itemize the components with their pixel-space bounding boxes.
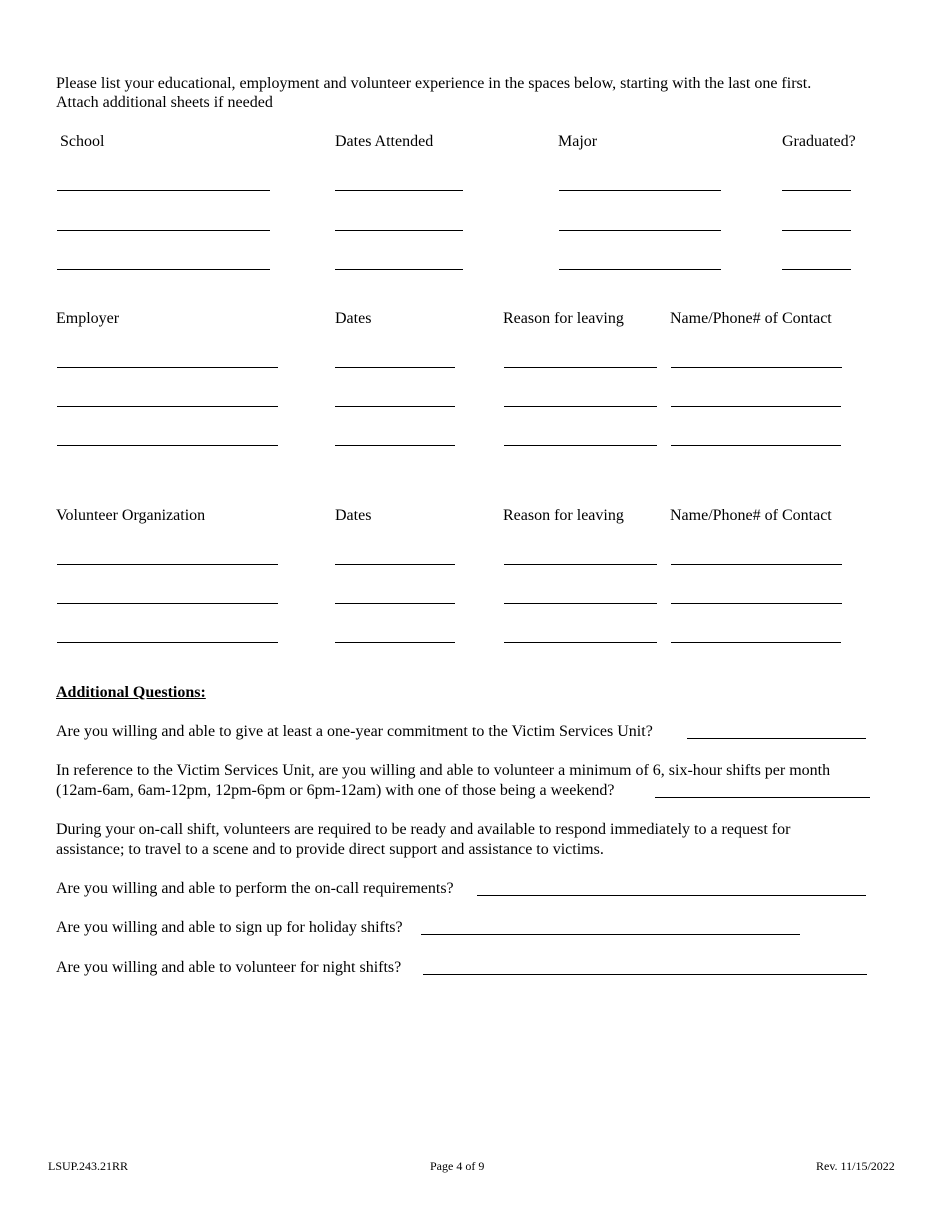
school-field-1[interactable] — [57, 190, 270, 191]
dates-attended-field-1[interactable] — [335, 190, 463, 191]
question-night-shifts: Are you willing and able to volunteer for night shifts? — [56, 959, 402, 976]
header-school: School — [60, 133, 105, 150]
header-volunteer-dates: Dates — [335, 507, 372, 524]
question-on-call-requirements: Are you willing and able to perform the on-call requirements? — [56, 880, 454, 897]
employment-contact-field-1[interactable] — [671, 367, 842, 368]
revision-date: Rev. 11/15/2022 — [816, 1159, 895, 1173]
employment-reason-field-3[interactable] — [504, 445, 657, 446]
header-employment-dates: Dates — [335, 310, 372, 327]
additional-questions-heading: Additional Questions: — [56, 684, 206, 701]
question-minimum-shifts-line-2: (12am-6am, 6am-12pm, 12pm-6pm or 6pm-12am) with one of those being a weekend? — [56, 782, 615, 799]
on-call-description-line-1: During your on-call shift, volunteers are required to be ready and available to respond immediately to a request for — [56, 821, 791, 838]
graduated-field-2[interactable] — [782, 230, 851, 231]
employment-dates-field-2[interactable] — [335, 406, 455, 407]
answer-night-shifts[interactable] — [423, 974, 867, 975]
volunteer-org-field-1[interactable] — [57, 564, 278, 565]
header-employment-reason: Reason for leaving — [503, 310, 624, 327]
question-holiday-shifts: Are you willing and able to sign up for holiday shifts? — [56, 919, 403, 936]
header-major: Major — [558, 133, 598, 150]
employment-dates-field-3[interactable] — [335, 445, 455, 446]
employer-field-1[interactable] — [57, 367, 278, 368]
on-call-description-line-2: assistance; to travel to a scene and to provide direct support and assistance to victims. — [56, 841, 604, 858]
school-field-2[interactable] — [57, 230, 270, 231]
question-one-year-commitment: Are you willing and able to give at least a one-year commitment to the Victim Services Unit? — [56, 723, 653, 740]
answer-holiday-shifts[interactable] — [421, 934, 800, 935]
answer-minimum-shifts[interactable] — [655, 797, 870, 798]
header-volunteer-organization: Volunteer Organization — [56, 507, 206, 524]
volunteer-reason-field-1[interactable] — [504, 564, 657, 565]
employment-reason-field-1[interactable] — [504, 367, 657, 368]
school-field-3[interactable] — [57, 269, 270, 270]
volunteer-dates-field-1[interactable] — [335, 564, 455, 565]
employment-contact-field-2[interactable] — [671, 406, 841, 407]
major-field-3[interactable] — [559, 269, 721, 270]
volunteer-contact-field-1[interactable] — [671, 564, 842, 565]
employer-field-3[interactable] — [57, 445, 278, 446]
answer-on-call-requirements[interactable] — [477, 895, 866, 896]
header-employer: Employer — [56, 310, 120, 327]
graduated-field-3[interactable] — [782, 269, 851, 270]
question-minimum-shifts-line-1: In reference to the Victim Services Unit, are you willing and able to volunteer a minimum of 6, six-hour shifts per month — [56, 762, 831, 779]
volunteer-org-field-3[interactable] — [57, 642, 278, 643]
header-volunteer-contact: Name/Phone# of Contact — [670, 507, 832, 524]
employer-field-2[interactable] — [57, 406, 278, 407]
header-employment-contact: Name/Phone# of Contact — [670, 310, 832, 327]
volunteer-contact-field-2[interactable] — [671, 603, 842, 604]
volunteer-dates-field-2[interactable] — [335, 603, 455, 604]
form-id: LSUP.243.21RR — [48, 1159, 129, 1173]
intro-line-1: Please list your educational, employment and volunteer experience in the spaces below, starting with the last one first. — [56, 75, 812, 92]
volunteer-contact-field-3[interactable] — [671, 642, 841, 643]
dates-attended-field-3[interactable] — [335, 269, 463, 270]
header-dates-attended: Dates Attended — [335, 133, 434, 150]
volunteer-reason-field-3[interactable] — [504, 642, 657, 643]
employment-dates-field-1[interactable] — [335, 367, 455, 368]
volunteer-org-field-2[interactable] — [57, 603, 278, 604]
major-field-1[interactable] — [559, 190, 721, 191]
answer-one-year-commitment[interactable] — [687, 738, 866, 739]
graduated-field-1[interactable] — [782, 190, 851, 191]
header-graduated: Graduated? — [782, 133, 856, 150]
header-volunteer-reason: Reason for leaving — [503, 507, 624, 524]
volunteer-dates-field-3[interactable] — [335, 642, 455, 643]
major-field-2[interactable] — [559, 230, 721, 231]
employment-reason-field-2[interactable] — [504, 406, 657, 407]
page-number: Page 4 of 9 — [430, 1159, 485, 1173]
employment-contact-field-3[interactable] — [671, 445, 841, 446]
dates-attended-field-2[interactable] — [335, 230, 463, 231]
volunteer-reason-field-2[interactable] — [504, 603, 657, 604]
intro-line-2: Attach additional sheets if needed — [56, 94, 273, 111]
